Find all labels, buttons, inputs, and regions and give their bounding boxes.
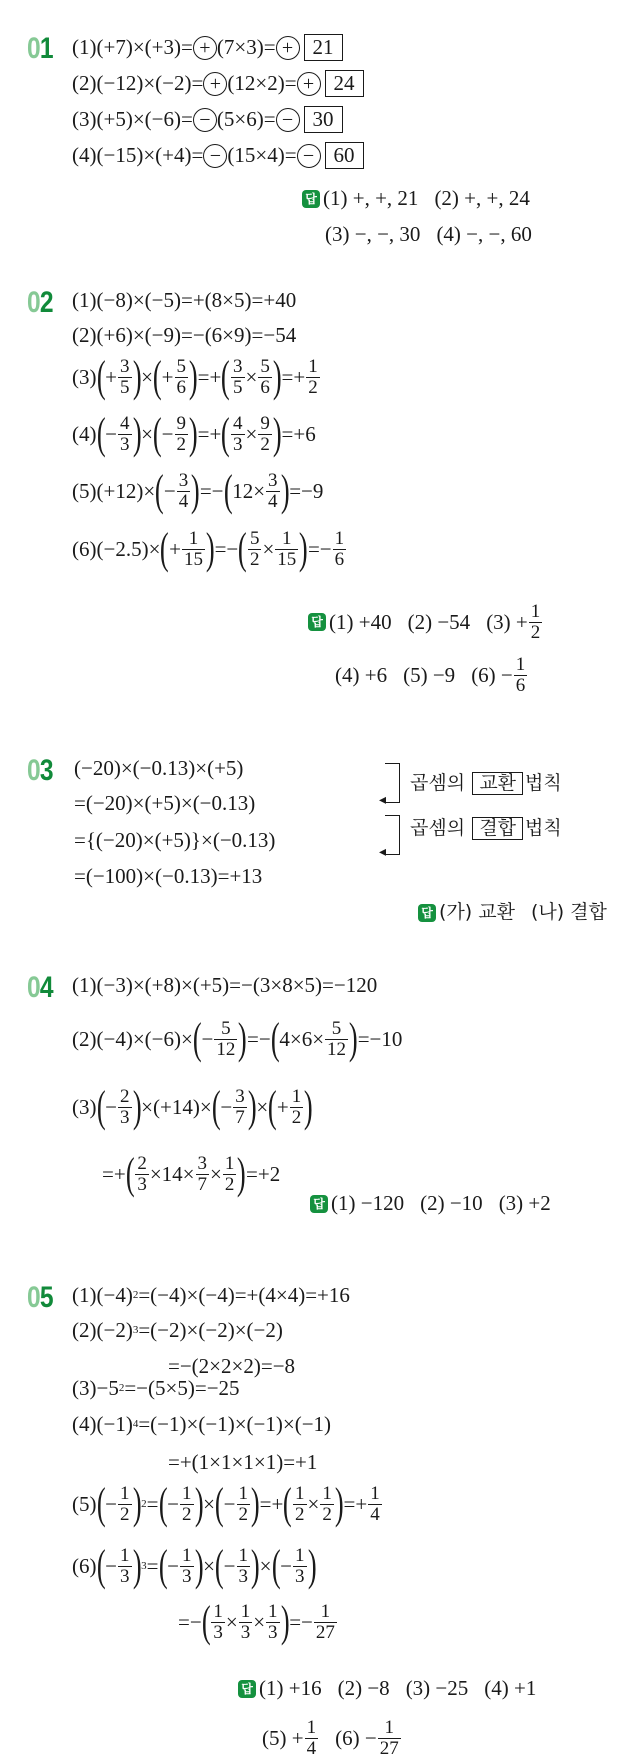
- blank-box: 결합: [472, 817, 523, 840]
- p01-line-2: (2) (−12)×(−2)= + (12×2)= + 24: [72, 70, 364, 97]
- plus-circle-icon: +: [193, 36, 217, 60]
- p03-note-1: 곱셈의 교환 법칙: [410, 772, 562, 794]
- p05-line-2: (2) (−2) 3 =(−2)×(−2)×(−2): [72, 1318, 283, 1342]
- bracket-connector: [385, 763, 400, 803]
- p01-answer-row-2: (3) −, −, 30 (4) −, −, 60: [325, 222, 532, 246]
- p05-line-9: =− ( $\frac{1}{3}$ × $\frac{1}{3}$ × $\frac{1}{3}$ ) =− $\frac{1}{27}$: [178, 1597, 335, 1646]
- p03-answer-row: 답 (가) 교환 (나) 결합: [418, 903, 607, 922]
- answer-box: 24: [325, 70, 364, 97]
- answer-badge-icon: 답: [310, 1195, 328, 1213]
- p05-line-6: =+(1×1×1×1)=+1: [168, 1450, 318, 1474]
- p05-line-7: (5) ( − $\frac{1}{2}$ ) 2 = ( − $\frac{1}{2}$ ) × ( − $\frac{1}{2}$ ) =+ ( $\frac{1}{2}$ × $\frac{1}{2}$ ) =+ $\frac{1}{4}$: [72, 1479, 380, 1528]
- p01-answer-row-1: 답 (1) +, +, 21 (2) +, +, 24: [302, 188, 530, 209]
- p04-line-4: =+ ( $\frac{2}{3}$ ×14× $\frac{3}{7}$ × $\frac{1}{2}$ ) =+2: [102, 1149, 281, 1198]
- arrow-left-icon: ◂: [379, 793, 387, 808]
- p04-line-2: (2) (−4)×(−6)× ( − $\frac{5}{12}$ ) =− ( 4×6× $\frac{5}{12}$ ) =−10: [72, 1014, 403, 1063]
- answer-badge-icon: 답: [418, 904, 436, 922]
- p01-line-3: (3) (+5)×(−6)= − (5×6)= − 30: [72, 106, 343, 133]
- p02-line-4: (4) ( − $\frac{4}{3}$ ) × ( − $\frac{9}{2}$ ) =+ ( $\frac{4}{3}$ × $\frac{9}{2}$ ) =+ 6: [72, 409, 316, 458]
- p05-answer-row-2: (5) + $\frac{1}{4}$ (6) − $\frac{1}{27}$: [262, 1717, 399, 1759]
- p02-answer-row-1: 답 (1) +40 (2) −54 (3) + $\frac{1}{2}$: [308, 602, 543, 643]
- minus-circle-icon: −: [203, 144, 227, 168]
- problem-number-03: 03: [27, 754, 53, 787]
- p03-line-3: ={(−20)×(+5)}×(−0.13): [74, 828, 276, 852]
- p03-note-2: 곱셈의 결합 법칙: [410, 817, 562, 839]
- problem-number-05: 05: [27, 1281, 53, 1314]
- problem-number-02: 02: [27, 286, 53, 319]
- answer-badge-icon: 답: [302, 190, 320, 208]
- minus-circle-icon: −: [276, 108, 300, 132]
- plus-circle-icon: +: [297, 72, 321, 96]
- minus-circle-icon: −: [193, 108, 217, 132]
- answer-box: 21: [304, 34, 343, 61]
- p02-line-1: (1)(−8)×(−5)=+(8×5)=+40: [72, 288, 297, 312]
- bracket-connector: [385, 815, 400, 855]
- p04-answer-row: 답 (1) −120 (2) −10 (3) +2: [310, 1193, 551, 1214]
- p04-line-3: (3) ( − $\frac{2}{3}$ ) ×(+14)× ( − $\frac{3}{7}$ ) × ( + $\frac{1}{2}$ ): [72, 1082, 313, 1131]
- plus-circle-icon: +: [203, 72, 227, 96]
- arrow-left-icon: ◂: [379, 845, 387, 860]
- p05-line-1: (1) (−4) 2 =(−4)×(−4)=+(4×4)=+16: [72, 1283, 350, 1307]
- p03-line-2: =(−20)×(+5)×(−0.13): [74, 791, 256, 815]
- p05-answer-row-1: 답 (1) +16 (2) −8 (3) −25 (4) +1: [238, 1678, 536, 1699]
- problem-number-04: 04: [27, 971, 53, 1004]
- plus-circle-icon: +: [276, 36, 300, 60]
- p03-line-4: =(−100)×(−0.13)=+13: [74, 864, 263, 888]
- p03-line-1: (−20)×(−0.13)×(+5): [74, 756, 244, 780]
- p05-line-5: (4) (−1) 4 =(−1)×(−1)×(−1)×(−1): [72, 1412, 332, 1436]
- p05-line-8: (6) ( − $\frac{1}{3}$ ) 3 = ( − $\frac{1}{3}$ ) × ( − $\frac{1}{3}$ ) × ( − $\frac{1}{3}$ ): [72, 1541, 317, 1590]
- answer-box: 60: [325, 142, 364, 169]
- answer-box: 30: [304, 106, 343, 133]
- p02-line-3: (3) ( + $\frac{3}{5}$ ) × ( + $\frac{5}{6}$ ) =+ ( $\frac{3}{5}$ × $\frac{5}{6}$ ) =+ $\frac{1}{2}$: [72, 352, 318, 401]
- minus-circle-icon: −: [297, 144, 321, 168]
- p02-line-5: (5) (+ 12 )× ( − $\frac{3}{4}$ ) =− ( 12 × $\frac{3}{4}$ ) =− 9: [72, 466, 324, 515]
- blank-box: 교환: [472, 772, 523, 795]
- p05-line-3: =−(2×2×2)=−8: [168, 1354, 296, 1378]
- answer-badge-icon: 답: [308, 613, 326, 631]
- p01-line-1: (1) (+7)×(+3)= + (7×3)= + 21: [72, 34, 343, 61]
- p05-line-4: (3) −5 2 =−(5×5)=−25: [72, 1376, 240, 1400]
- p01-line-4: (4) (−15)×(+4)= − (15×4)= − 60: [72, 142, 364, 169]
- p04-line-1: (1) (−3)×(+8)×(+5)=−(3×8×5)=−120: [72, 973, 378, 997]
- p02-line-6: (6) (−2.5)× ( + $\frac{1}{15}$ ) =− ( $\frac{5}{2}$ × $\frac{1}{15}$ ) =− $\frac{1}{6}$: [72, 524, 345, 573]
- answer-badge-icon: 답: [238, 1680, 256, 1698]
- problem-number-01: 01: [27, 32, 53, 65]
- p02-line-2: (2) (+6)×(−9)=−(6×9)=−54: [72, 323, 297, 347]
- p02-answer-row-2: (4) +6 (5) −9 (6) − $\frac{1}{6}$: [335, 654, 526, 696]
